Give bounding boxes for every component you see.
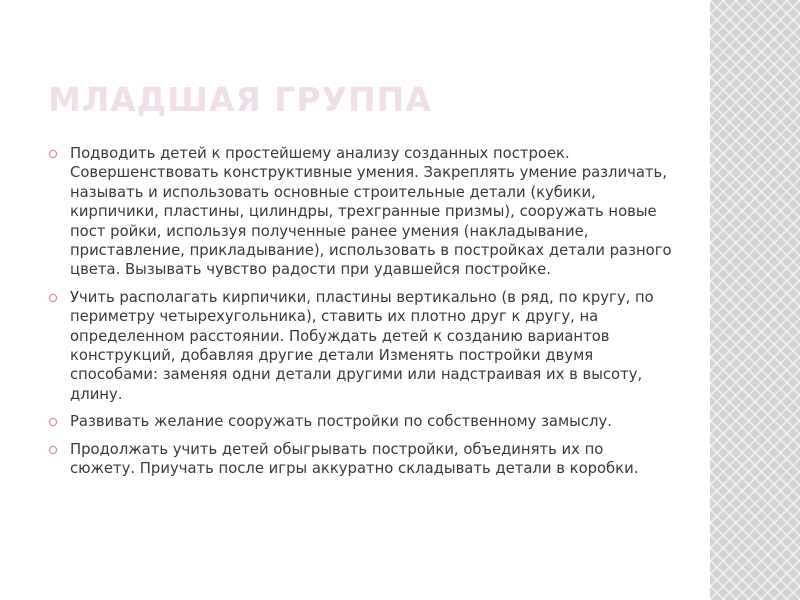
bullet-list [48, 144, 673, 487]
bullet-text: Развивать желание сооружать постройки по собственному замыслу. [70, 413, 612, 431]
list-item [48, 288, 673, 404]
list-item [48, 144, 673, 280]
circle-bullet-icon [48, 293, 58, 303]
circle-bullet-icon [48, 445, 58, 455]
bullet-text: Учить располагать кирпичики, пластины вертикально (в ряд, по кругу, по периметру четырехугольника), ставить их плотно друг к другу, на определенном расстоянии. Побуждать детей к созданию вариантов конструкций, добавляя другие детали Изменять постройки двумя способами: заменяя одни детали другими или надстраивая их в высоту, длину. [70, 288, 654, 403]
circle-bullet-icon [48, 417, 58, 427]
bullet-text: Подводить детей к простейшему анализу созданных построек. Совершенствовать конструктивные умения. Закреплять умение различать, называть и использовать основные строительные детали (кубики, кирпичики, пластины, цилиндры, трехгранные призмы), сооружать новые пост ройки, используя полученные ранее умения (накладывание, приставление, прикладывание), использовать в постройках детали разного цвета. Вызывать чувство радости при удавшейся постройке. [70, 145, 672, 279]
slide-title: МЛАДШАЯ ГРУППА [48, 80, 432, 119]
circle-bullet-icon [48, 149, 58, 159]
list-item [48, 412, 673, 431]
bullet-text: Продолжать учить детей обыгрывать постройки, объединять их по сюжету. Приучать после игры аккуратно складывать детали в коробки. [70, 440, 639, 478]
decorative-side-strip [710, 0, 800, 600]
list-item [48, 440, 673, 479]
